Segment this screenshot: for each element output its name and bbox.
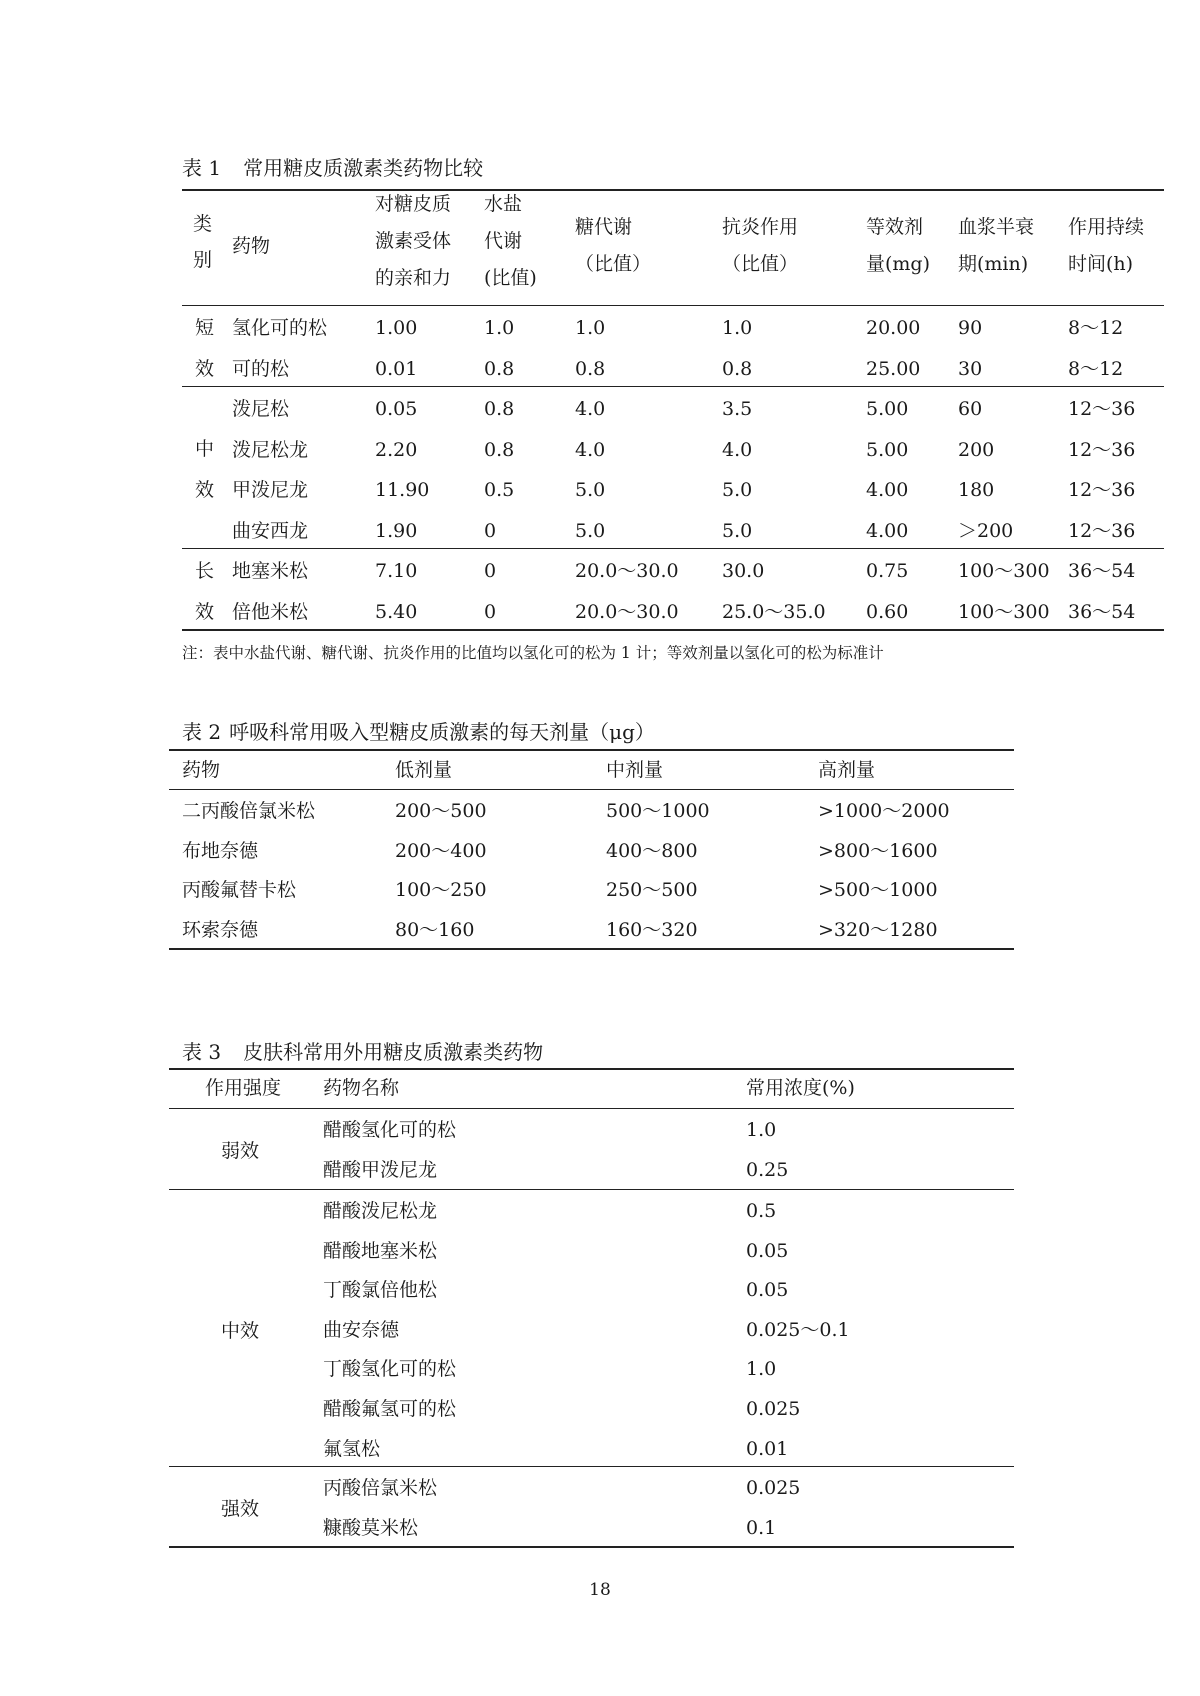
table1-category-char: 效 [195,601,215,623]
table1-caption [182,152,483,181]
table2-cell-low-dose: 100～250 [395,879,487,902]
table3-header-concentration: 常用浓度(%) [746,1077,855,1099]
table3-cell-concentration: 0.025～0.1 [746,1318,850,1341]
table3-header-drug-name: 药物名称 [323,1077,400,1099]
table1-category-char: 短 [195,317,215,339]
table1-cell-duration: 36～54 [1068,600,1136,623]
table2-cell-low-dose: 200～500 [395,800,487,822]
table1-header-drug: 药物 [232,235,271,257]
table1-cell-affinity: 1.90 [375,519,418,542]
table3-strength-label: 弱效 [221,1139,260,1162]
table3-cell-concentration: 0.5 [746,1200,777,1222]
table2-cell-drug: 二丙酸倍氯米松 [182,800,316,822]
table2-cell-high-dose: >1000～2000 [818,800,950,822]
table1-cell-drug: 氢化可的松 [232,317,328,339]
table2-header-drug: 药物 [182,759,221,781]
table2-number: 表 2 [182,720,222,744]
table1-category-char: 效 [195,479,215,501]
table1-cell-duration: 12～36 [1068,479,1136,501]
table1-cell-anti-inflammatory: 4.0 [722,438,753,461]
table2-cell-high-dose: >320～1280 [818,919,938,942]
table3-cell-drug-name: 氟氢松 [323,1437,381,1460]
table1-cell-affinity: 0.05 [375,398,418,420]
table2-caption [182,716,655,745]
table2-cell-medium-dose: 500～1000 [606,800,710,822]
table1-cell-water-salt: 0.8 [484,357,515,380]
table1-header-water-salt: 水盐 代谢 (比值) [484,193,537,289]
table1-category-char: 长 [195,560,215,582]
table1-header-category: 类 别 [193,213,213,271]
table1-cell-equivalent-dose: 4.00 [866,479,909,501]
table1-cell-affinity: 7.10 [375,560,418,582]
table3-group-rule-2 [169,1466,1014,1467]
table2-header-high-dose: 高剂量 [818,759,876,781]
table1-cell-drug: 甲泼尼龙 [232,479,309,501]
table1-cell-duration: 12～36 [1068,438,1136,461]
table1-cell-water-salt: 0 [484,519,497,542]
table3-title: 皮肤科常用外用糖皮质激素类药物 [243,1040,544,1064]
table3-cell-drug-name: 糠酸莫米松 [323,1516,419,1539]
table1-cell-half-life: 30 [958,357,983,380]
table1-cell-anti-inflammatory: 0.8 [722,357,753,380]
table1-cell-half-life: 180 [958,479,995,501]
table3-top-rule [169,1068,1014,1070]
table2-top-rule [169,749,1014,751]
table1-cell-equivalent-dose: 0.75 [866,560,909,582]
table1-cell-water-salt: 1.0 [484,317,515,339]
table3-cell-drug-name: 醋酸甲泼尼龙 [323,1158,438,1181]
table1-cell-affinity: 5.40 [375,600,418,623]
table1-cell-equivalent-dose: 5.00 [866,398,909,420]
table1-cell-glucose: 20.0～30.0 [575,600,679,623]
table1-cell-equivalent-dose: 4.00 [866,519,909,542]
table1-cell-duration: 36～54 [1068,560,1136,582]
table1-cell-duration: 12～36 [1068,519,1136,542]
table1-cell-equivalent-dose: 0.60 [866,600,909,623]
table1-cell-drug: 可的松 [232,357,290,380]
table2-cell-low-dose: 200～400 [395,839,487,862]
table1-category-char: 效 [195,358,215,380]
table1-cell-duration: 12～36 [1068,398,1136,420]
table1-cell-glucose: 0.8 [575,357,606,380]
table1-category-char: 中 [195,438,215,460]
table1-cell-half-life: 90 [958,317,983,339]
table3-cell-concentration: 0.25 [746,1158,789,1181]
table1-cell-affinity: 0.01 [375,357,418,380]
table1-cell-glucose: 4.0 [575,398,606,420]
table1-cell-equivalent-dose: 25.00 [866,357,921,380]
table1-header-glucose: 糖代谢 （比值） [575,216,652,275]
table2-cell-high-dose: >500～1000 [818,879,938,902]
table1-cell-half-life: 200 [958,438,995,461]
table3-cell-drug-name: 醋酸氢化可的松 [323,1119,457,1141]
table2-cell-drug: 环索奈德 [182,919,259,942]
table2-cell-drug: 布地奈德 [182,839,259,862]
table1-cell-equivalent-dose: 5.00 [866,438,909,461]
table1-cell-drug: 地塞米松 [232,560,309,582]
table1-header-rule [182,305,1164,306]
table3-cell-concentration: 0.025 [746,1398,801,1420]
table1-top-rule [182,189,1164,191]
table3-cell-drug-name: 曲安奈德 [323,1318,400,1341]
table2-header-medium-dose: 中剂量 [606,759,664,781]
table3-cell-drug-name: 醋酸泼尼松龙 [323,1200,438,1222]
table2-header-rule [169,789,1014,790]
table3-number: 表 3 [182,1040,222,1064]
table1-cell-drug: 曲安西龙 [232,519,309,542]
table1-cell-water-salt: 0 [484,600,497,623]
table1-cell-glucose: 1.0 [575,317,606,339]
table1-cell-water-salt: 0.8 [484,398,515,420]
table2-cell-low-dose: 80～160 [395,919,475,942]
table1-cell-half-life: ＞200 [958,519,1014,542]
table1-cell-glucose: 5.0 [575,519,606,542]
table2-title: 呼吸科常用吸入型糖皮质激素的每天剂量（μg） [229,720,655,744]
table1-cell-anti-inflammatory: 25.0～35.0 [722,600,826,623]
table3-cell-concentration: 0.025 [746,1477,801,1499]
table1-cell-anti-inflammatory: 3.5 [722,398,753,420]
table3-cell-concentration: 0.1 [746,1516,777,1539]
table1-note: 注：表中水盐代谢、糖代谢、抗炎作用的比值均以氢化可的松为 1 计；等效剂量以氢化可的松为标准计 [182,644,884,662]
table3-cell-drug-name: 丁酸氯倍他松 [323,1279,438,1302]
table2-cell-medium-dose: 400～800 [606,839,698,862]
table1-cell-affinity: 11.90 [375,479,430,501]
table2-header-low-dose: 低剂量 [395,759,453,781]
table3-cell-concentration: 1.0 [746,1358,777,1381]
table2-cell-medium-dose: 250～500 [606,879,698,902]
table1-cell-water-salt: 0.8 [484,438,515,461]
table3-cell-concentration: 0.01 [746,1437,789,1460]
table1-cell-half-life: 100～300 [958,600,1050,623]
table3-header-strength: 作用强度 [205,1077,282,1099]
table1-header-affinity: 对糖皮质 激素受体 的亲和力 [375,193,452,289]
table1-number: 表 1 [182,156,222,180]
table1-cell-duration: 8～12 [1068,357,1124,380]
table3-strength-label: 中效 [221,1319,260,1342]
table3-header-rule [169,1108,1014,1109]
table3-cell-concentration: 0.05 [746,1239,789,1262]
table1-cell-anti-inflammatory: 30.0 [722,560,765,582]
page-number: 18 [589,1580,611,1600]
table3-group-rule-1 [169,1189,1014,1190]
table1-cell-affinity: 1.00 [375,317,418,339]
table2-cell-drug: 丙酸氟替卡松 [182,879,297,902]
table1-header-equivalent-dose: 等效剂 量(mg) [866,216,931,275]
table2-cell-medium-dose: 160～320 [606,919,698,942]
table1-cell-anti-inflammatory: 1.0 [722,317,753,339]
table3-cell-concentration: 0.05 [746,1279,789,1302]
table3-caption [182,1036,543,1065]
table1-cell-drug: 倍他米松 [232,600,309,623]
table1-cell-glucose: 4.0 [575,438,606,461]
table3-cell-drug-name: 丁酸氢化可的松 [323,1358,457,1381]
table1-cell-equivalent-dose: 20.00 [866,317,921,339]
table1-cell-half-life: 60 [958,398,983,420]
table1-cell-drug: 泼尼松龙 [232,438,309,461]
table1-group-rule-2 [182,548,1164,549]
table3-strength-label: 强效 [221,1497,260,1520]
table1-cell-anti-inflammatory: 5.0 [722,519,753,542]
table3-cell-drug-name: 丙酸倍氯米松 [323,1477,438,1499]
table2-cell-high-dose: >800～1600 [818,839,938,862]
table1-cell-glucose: 20.0～30.0 [575,560,679,582]
table1-title: 常用糖皮质激素类药物比较 [243,156,484,180]
table3-cell-concentration: 1.0 [746,1119,777,1141]
table1-group-rule-1 [182,386,1164,387]
table1-cell-water-salt: 0.5 [484,479,515,501]
table1-cell-duration: 8～12 [1068,317,1124,339]
table1-header-duration: 作用持续 时间(h) [1068,216,1145,275]
table1-header-anti-inflammatory: 抗炎作用 （比值） [722,216,799,275]
table1-cell-water-salt: 0 [484,560,497,582]
table1-cell-half-life: 100～300 [958,560,1050,582]
table1-header-half-life: 血浆半衰 期(min) [958,216,1035,275]
table3-bottom-rule [169,1546,1014,1548]
table2-bottom-rule [169,948,1014,950]
table1-cell-anti-inflammatory: 5.0 [722,479,753,501]
table3-cell-drug-name: 醋酸地塞米松 [323,1239,438,1262]
table1-cell-drug: 泼尼松 [232,398,290,420]
table1-cell-glucose: 5.0 [575,479,606,501]
table3-cell-drug-name: 醋酸氟氢可的松 [323,1398,457,1420]
table1-cell-affinity: 2.20 [375,438,418,461]
table1-bottom-rule [182,629,1164,631]
